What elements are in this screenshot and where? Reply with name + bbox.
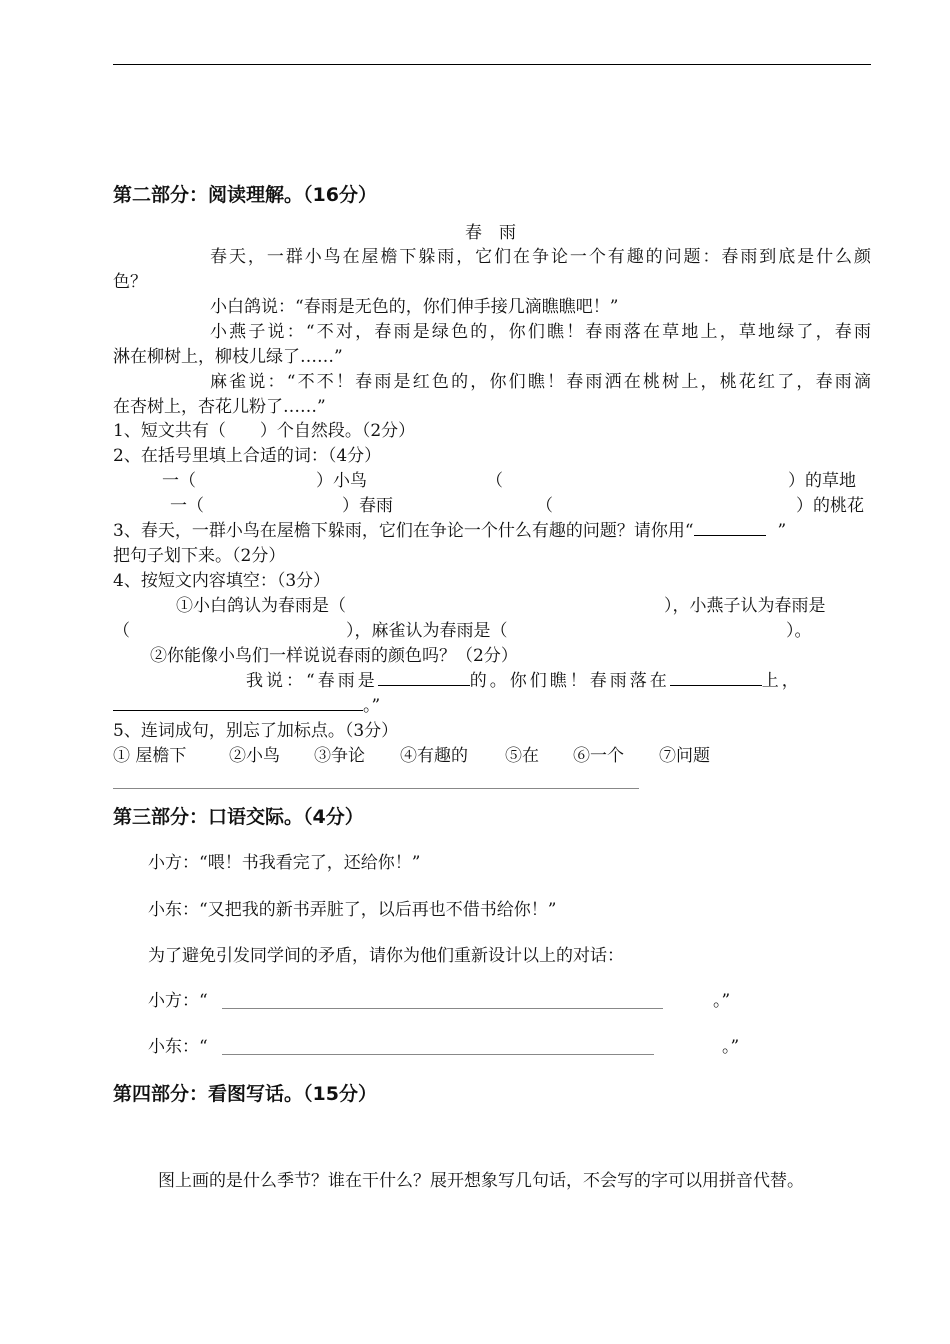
q4-blank-result[interactable] — [113, 696, 363, 711]
q5-word: ④有趣的 — [400, 746, 468, 766]
q4-1b: ），小燕子认为春雨是 — [664, 596, 826, 616]
q4-blank-place[interactable] — [670, 671, 762, 686]
part4-heading: 第四部分：看图写话。（15分） — [113, 1083, 377, 1105]
answer-a-line[interactable] — [222, 1008, 663, 1009]
q5-word: ③争论 — [314, 746, 365, 766]
story-p4-line1: 麻雀说：“不不！春雨是红色的，你们瞧！春雨洒在桃树上，桃花红了，春雨滴 — [210, 372, 871, 392]
story-p2: 小白鸽说：“春雨是无色的，你们伸手接几滴瞧瞧吧！” — [210, 297, 619, 317]
story-p4-line2: 在杏树上，杏花儿粉了……” — [113, 397, 326, 417]
q4-3c: 上， — [761, 671, 802, 691]
question-3-quote: ” — [777, 521, 787, 541]
q5-word: ⑥一个 — [573, 746, 624, 766]
question-3-line2: 把句子划下来。（2分） — [113, 546, 286, 566]
q3-underline-sample — [694, 521, 766, 536]
q4-1e: ）。 — [786, 621, 812, 641]
q4-2: ②你能像小鸟们一样说说春雨的颜色吗？（2分） — [150, 646, 518, 666]
q4-3a: 我说：“春雨是 — [246, 671, 378, 691]
question-5: 5、连词成句，别忘了加标点。（3分） — [113, 721, 399, 741]
story-p1-line2: 色？ — [113, 272, 147, 292]
q2-b-open: 一（ — [170, 496, 204, 516]
q5-answer-line[interactable] — [113, 788, 639, 789]
header-rule — [113, 64, 871, 65]
q4-1c: （ — [113, 621, 130, 641]
q2-b-word2: ）的桃花 — [796, 496, 864, 516]
story-p3-line2: 淋在柳树上，柳枝儿绿了……” — [113, 347, 343, 367]
story-p1-line1: 春天，一群小鸟在屋檐下躲雨，它们在争论一个有趣的问题：春雨到底是什么颜 — [210, 247, 871, 267]
question-2: 2、在括号里填上合适的词：（4分） — [113, 446, 382, 466]
q5-word: ②小鸟 — [229, 746, 280, 766]
q4-blank-color[interactable] — [378, 671, 470, 686]
q4-1a: ①小白鸽认为春雨是（ — [176, 596, 346, 616]
part4-prompt: 图上画的是什么季节？谁在干什么？展开想象写几句话，不会写的字可以用拼音代替。 — [158, 1171, 804, 1191]
q2-b3-open: （ — [536, 496, 553, 516]
q5-word: ① 屋檐下 — [113, 746, 187, 766]
story-title: 春 雨 — [465, 223, 516, 243]
dialog-line-2: 小东：“又把我的新书弄脏了，以后再也不借书给你！” — [148, 900, 557, 920]
story-p3-line1: 小燕子说：“不对，春雨是绿色的，你们瞧！春雨落在草地上，草地绿了，春雨 — [210, 322, 871, 342]
q4-4: 。” — [363, 696, 381, 716]
q2-a3-open: （ — [486, 471, 503, 491]
q2-a-word2: ）的草地 — [788, 471, 856, 491]
q2-a-word: ）小鸟 — [316, 471, 367, 491]
q4-3b: 的。你们瞧！春雨落在 — [469, 671, 670, 691]
answer-b-label: 小东：“ — [148, 1037, 208, 1057]
q5-word: ⑤在 — [505, 746, 539, 766]
question-1: 1、短文共有（ ）个自然段。（2分） — [113, 421, 416, 441]
question-3-text: 3、春天，一群小鸟在屋檐下躲雨，它们在争论一个什么有趣的问题？请你用“ — [113, 521, 694, 541]
question-4: 4、按短文内容填空：（3分） — [113, 571, 331, 591]
answer-b-line[interactable] — [222, 1054, 654, 1055]
answer-a-label: 小方：“ — [148, 991, 208, 1011]
answer-a-end: 。” — [713, 991, 731, 1011]
part2-heading: 第二部分：阅读理解。（16分） — [113, 184, 377, 206]
q4-1d: ），麻雀认为春雨是（ — [346, 621, 508, 641]
q2-b-word: ）春雨 — [342, 496, 393, 516]
part3-heading: 第三部分：口语交际。（4分） — [113, 806, 364, 828]
answer-b-end: 。” — [722, 1037, 740, 1057]
q5-word: ⑦问题 — [659, 746, 710, 766]
dialog-instruction: 为了避免引发同学间的矛盾，请你为他们重新设计以上的对话： — [148, 946, 624, 966]
dialog-line-1: 小方：“喂！书我看完了，还给你！” — [148, 853, 421, 873]
q2-a-open: 一（ — [162, 471, 196, 491]
